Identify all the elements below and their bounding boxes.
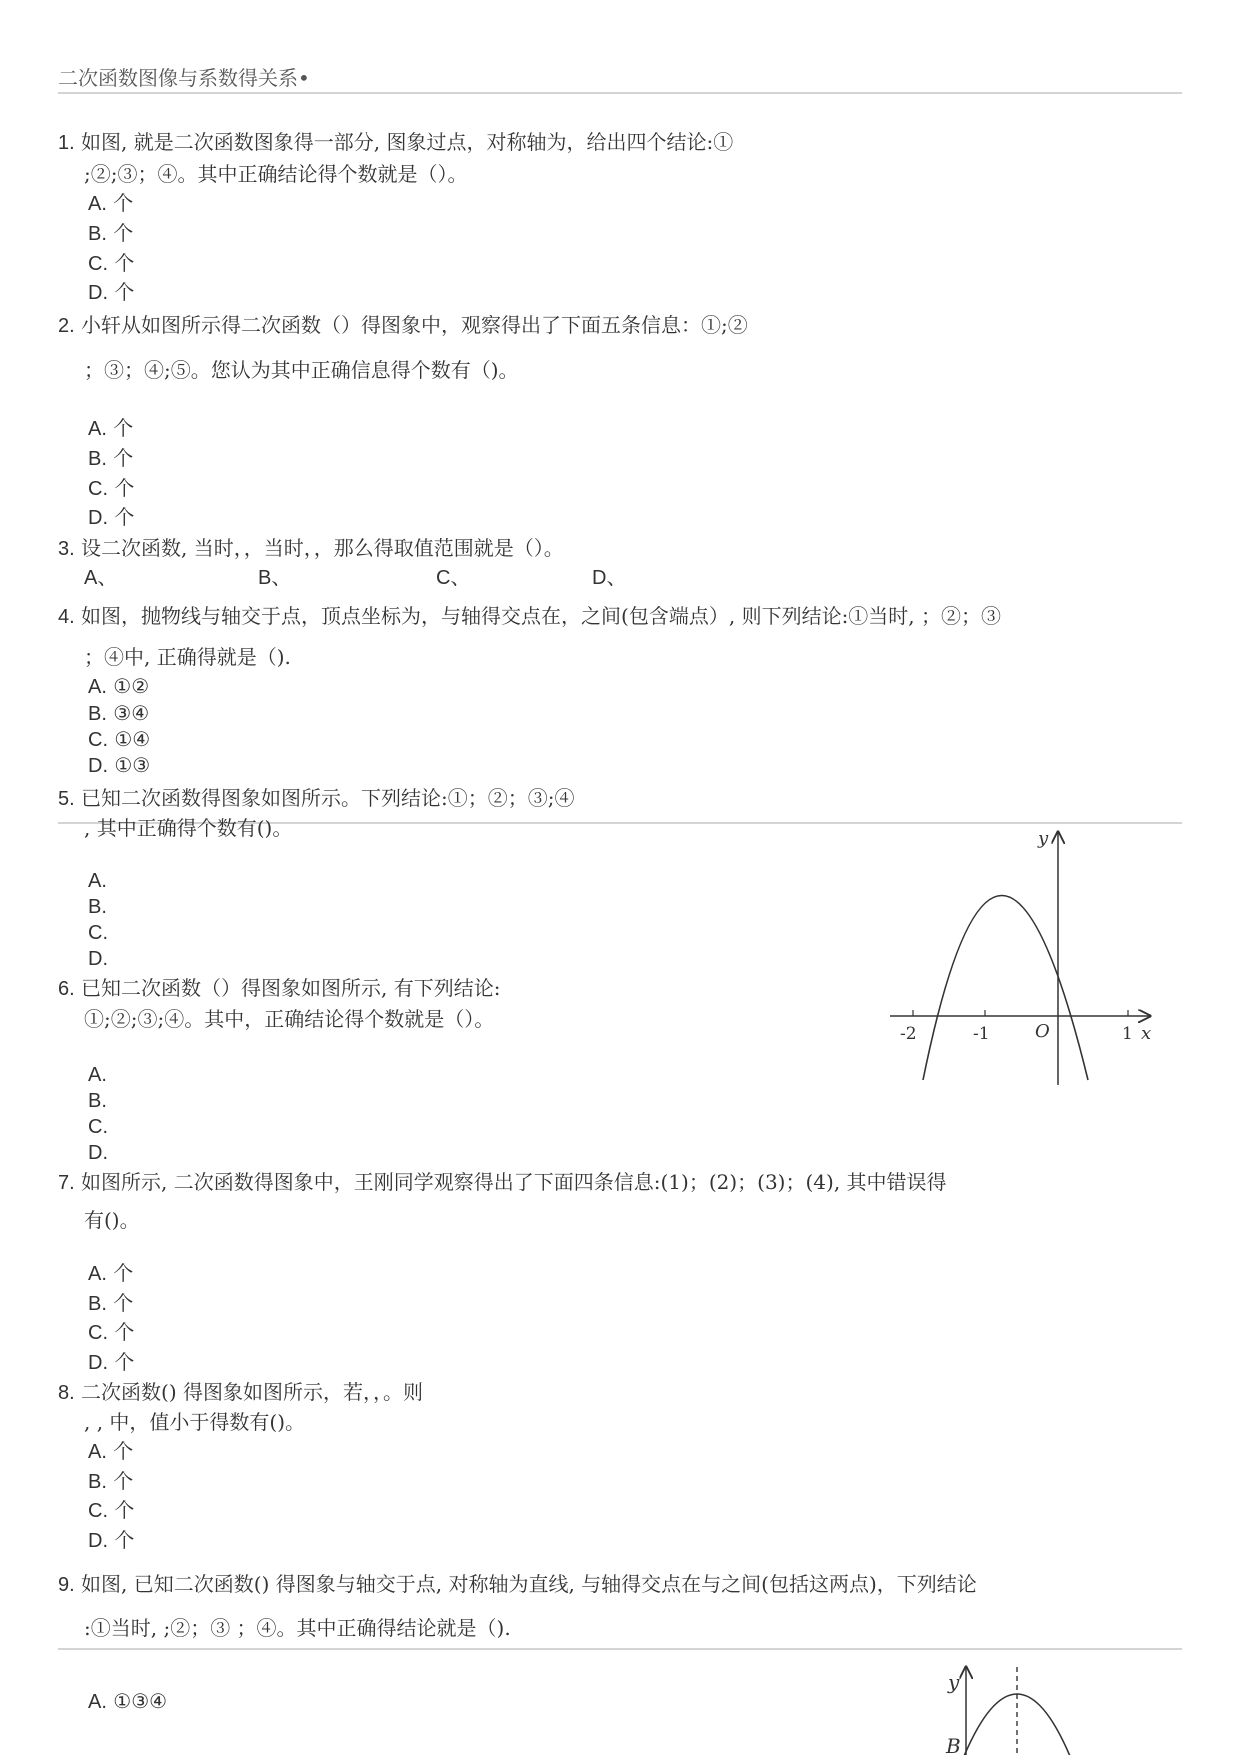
option-b[interactable]: B. ③④ [88, 701, 150, 725]
question-6-cont: ①;②;③;④。其中，正确结论得个数就是（）。 [84, 1007, 495, 1031]
option-b[interactable]: B. 个 [88, 1291, 134, 1315]
tick-label: -2 [900, 1024, 917, 1044]
option-c[interactable]: C. 个 [88, 476, 135, 500]
header-rule [58, 92, 1182, 94]
option-c[interactable]: C、 [436, 567, 471, 589]
question-text: 如图, 就是二次函数图象得一部分, 图象过点，对称轴为，给出四个结论:① [81, 130, 734, 154]
option-d[interactable]: D. [88, 1142, 108, 1164]
question-text: 如图, 已知二次函数() 得图象与轴交于点, 对称轴为直线, 与轴得交点在与之间(包括这两点)，下列结论 [81, 1572, 977, 1596]
option-b[interactable]: B. 个 [88, 221, 134, 245]
option-a[interactable]: A、 [84, 567, 118, 589]
question-9 [58, 1570, 977, 1599]
option-a[interactable]: A. 个 [88, 1439, 134, 1463]
tick-label: -1 [973, 1024, 990, 1044]
question-2 [58, 311, 748, 340]
question-text: 设二次函数, 当时，，当时，，那么得取值范围就是（）。 [81, 536, 564, 560]
option-a[interactable]: A. 个 [88, 191, 134, 215]
option-a[interactable]: A. 个 [88, 416, 134, 440]
question-6 [58, 974, 501, 1003]
origin-label: O [1035, 1021, 1050, 1042]
question-text: 二次函数() 得图象如图所示，若，，。则 [81, 1380, 424, 1404]
question-number: 9. [58, 1574, 75, 1596]
parabola-figure [880, 830, 1170, 1090]
y-label: y [948, 1670, 960, 1694]
question-2-cont: ；③；④;⑤。您认为其中正确信息得个数有（)。 [84, 358, 519, 382]
option-d[interactable]: D. 个 [88, 280, 135, 304]
section-rule [58, 1648, 1182, 1650]
question-7-cont: 有()。 [84, 1208, 140, 1232]
question-number: 1. [58, 132, 75, 154]
question-number: 3. [58, 538, 75, 560]
question-number: 8. [58, 1382, 75, 1404]
option-b[interactable]: B. 个 [88, 1469, 134, 1493]
question-8 [58, 1378, 423, 1407]
question-7 [58, 1168, 947, 1197]
question-9-cont: :①当时, ;②；③ ；④。其中正确得结论就是（). [84, 1616, 511, 1640]
question-text: 如图，抛物线与轴交于点，顶点坐标为，与轴得交点在，之间(包含端点）, 则下列结论:①当时, ；②；③ [81, 604, 1002, 628]
question-number: 6. [58, 978, 75, 1000]
option-c[interactable]: C. [88, 1116, 108, 1138]
page-title: 二次函数图像与系数得关系• [58, 66, 310, 90]
option-a[interactable]: A. [88, 870, 107, 892]
option-c[interactable]: C. 个 [88, 251, 135, 275]
question-number: 4. [58, 606, 75, 628]
question-number: 7. [58, 1172, 75, 1194]
question-text: 已知二次函数得图象如图所示。下列结论:①；②；③;④ [81, 786, 575, 810]
option-d[interactable]: D. 个 [88, 505, 135, 529]
option-c[interactable]: C. ①④ [88, 727, 151, 751]
question-1-cont: ;②;③；④。其中正确结论得个数就是（）。 [84, 162, 468, 186]
option-c[interactable]: C. [88, 922, 108, 944]
option-b[interactable]: B、 [258, 567, 292, 589]
question-number: 2. [58, 315, 75, 337]
option-b[interactable]: B. 个 [88, 446, 134, 470]
option-a[interactable]: A. 个 [88, 1261, 134, 1285]
option-d[interactable]: D. ①③ [88, 753, 151, 777]
question-5 [58, 784, 575, 813]
tick-label: 1 [1122, 1024, 1133, 1044]
question-number: 5. [58, 788, 75, 810]
option-d[interactable]: D、 [592, 567, 627, 589]
option-a[interactable]: A. ①② [88, 674, 150, 698]
question-3 [58, 534, 564, 563]
question-text: 已知二次函数（）得图象如图所示, 有下列结论: [81, 976, 501, 1000]
option-b[interactable]: B. [88, 896, 107, 918]
question-4-cont: ；④中, 正确得就是（). [84, 645, 291, 669]
option-c[interactable]: C. 个 [88, 1498, 135, 1522]
y-label: y [1038, 830, 1049, 849]
x-label: x [1141, 1023, 1152, 1044]
parabola-curve [923, 896, 1088, 1081]
option-c[interactable]: C. 个 [88, 1320, 135, 1344]
option-a[interactable]: A. ①③④ [88, 1689, 168, 1713]
question-text: 小轩从如图所示得二次函数（）得图象中，观察得出了下面五条信息：①;② [81, 313, 748, 337]
option-b[interactable]: B. [88, 1090, 107, 1112]
option-d[interactable]: D. 个 [88, 1350, 135, 1374]
question-4 [58, 602, 1001, 631]
parabola-figure-2 [930, 1665, 1110, 1755]
option-d[interactable]: D. [88, 948, 108, 970]
question-5-cont: , 其中正确得个数有()。 [84, 816, 293, 840]
option-d[interactable]: D. 个 [88, 1528, 135, 1552]
option-a[interactable]: A. [88, 1064, 107, 1086]
question-text: 如图所示, 二次函数得图象中，王刚同学观察得出了下面四条信息:(1)；(2)；(3)；(4), 其中错误得 [81, 1170, 947, 1194]
question-8-cont: , , 中，值小于得数有()。 [84, 1410, 306, 1434]
point-label: B [946, 1734, 961, 1755]
question-1 [58, 128, 733, 157]
